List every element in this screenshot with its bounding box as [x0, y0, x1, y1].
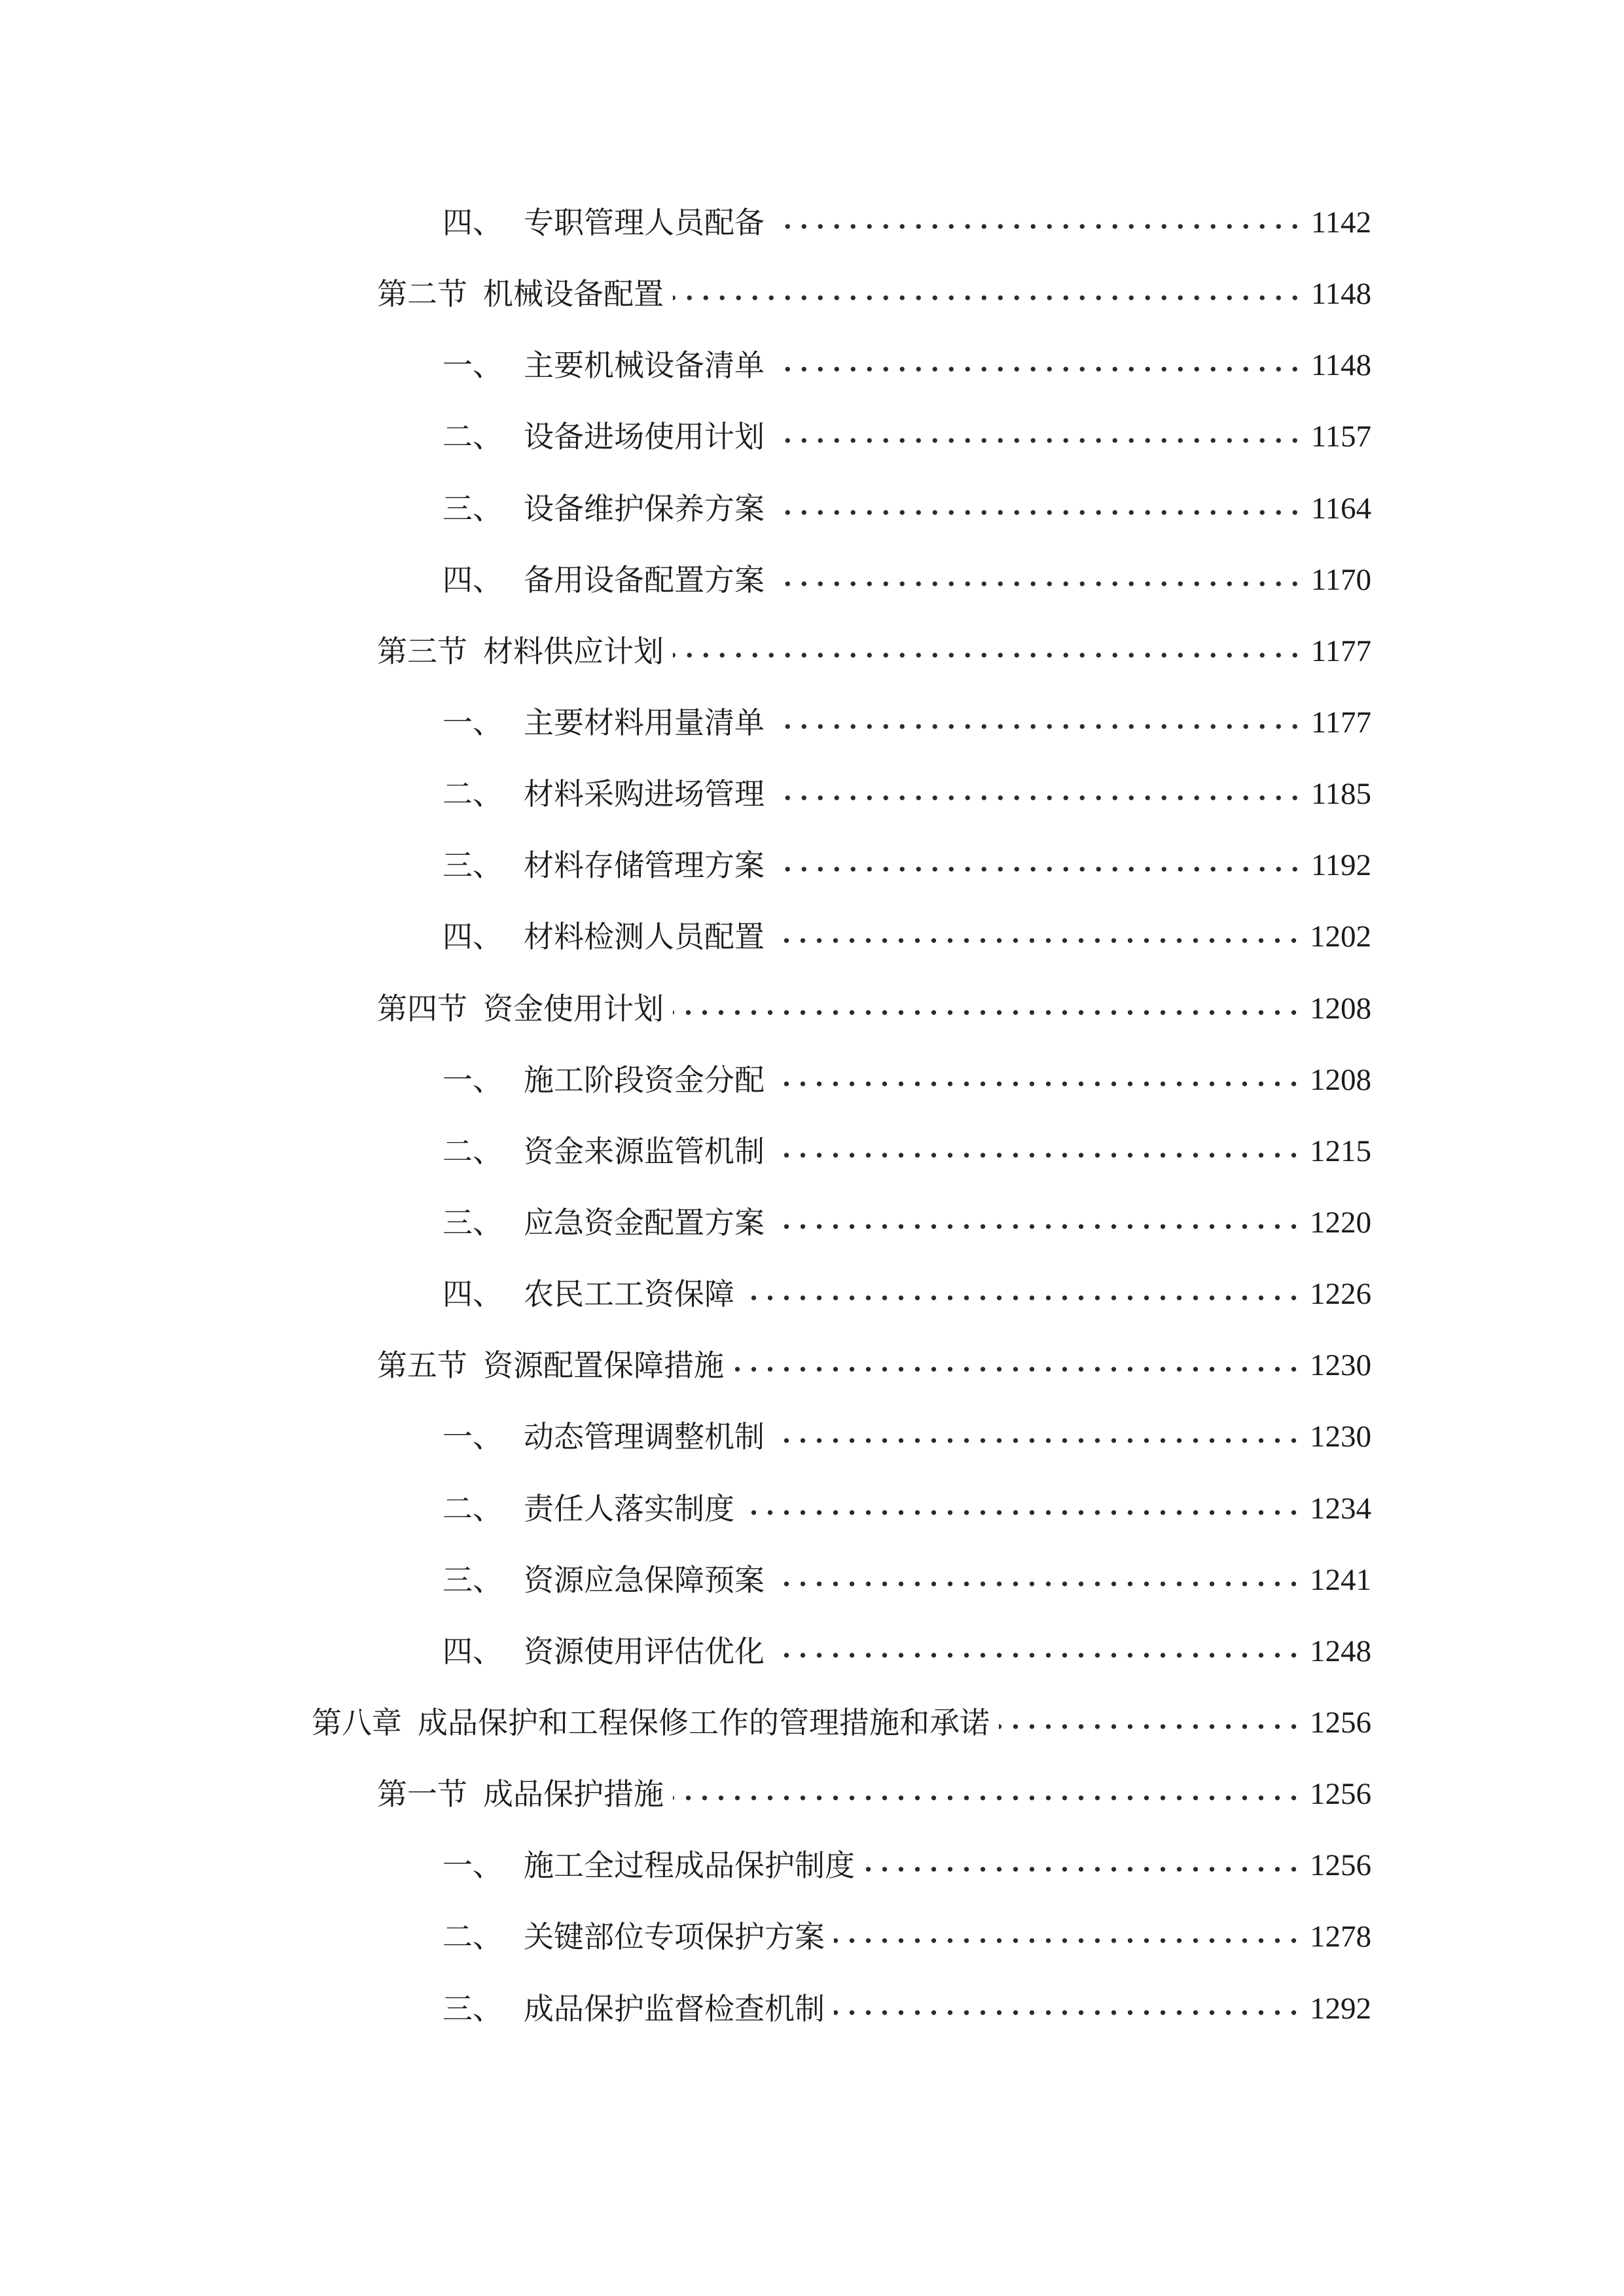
entry-number: 一、 [442, 348, 503, 383]
toc-entry[interactable] [442, 547, 1371, 600]
entry-title: 动态管理调整机制 [524, 1419, 765, 1454]
entry-title: 材料采购进场管理 [524, 776, 765, 812]
entry-number: 三、 [442, 1205, 503, 1240]
dot-leader [864, 1863, 1302, 1876]
dot-leader [834, 2006, 1302, 2019]
entry-page-number: 1208 [1310, 1063, 1371, 1097]
entry-title: 资金来源监管机制 [524, 1134, 765, 1169]
entry-number: 第一节 [377, 1776, 467, 1812]
dot-leader [774, 791, 1303, 804]
entry-number: 第五节 [377, 1348, 467, 1383]
toc-entry[interactable] [442, 332, 1371, 385]
dot-leader [774, 934, 1302, 947]
entry-title: 资源配置保障措施 [483, 1348, 724, 1383]
entry-number: 三、 [442, 1991, 503, 2026]
entry-title: 资源使用评估优化 [524, 1634, 765, 1669]
entry-title: 施工阶段资金分配 [524, 1062, 765, 1098]
toc-entry[interactable] [442, 190, 1371, 242]
entry-number: 二、 [442, 1491, 503, 1526]
toc-entry[interactable] [442, 476, 1371, 528]
entry-page-number: 1185 [1310, 777, 1371, 811]
entry-title: 材料存储管理方案 [524, 848, 765, 883]
entry-number: 四、 [442, 1634, 503, 1669]
entry-number: 第八章 [312, 1705, 402, 1740]
dot-leader [673, 649, 1303, 662]
toc-entry[interactable] [442, 833, 1371, 885]
entry-title: 设备维护保养方案 [524, 491, 765, 526]
entry-page-number: 1157 [1310, 420, 1371, 454]
entry-number: 二、 [442, 776, 503, 812]
toc-entry[interactable] [442, 1904, 1371, 1956]
dot-leader [673, 291, 1303, 304]
entry-page-number: 1256 [1310, 1706, 1371, 1740]
dot-leader [999, 1720, 1302, 1733]
toc-entry[interactable] [442, 1547, 1371, 1600]
toc-entry[interactable] [442, 404, 1371, 456]
entry-page-number: 1220 [1310, 1206, 1371, 1240]
entry-number: 二、 [442, 1919, 503, 1954]
entry-page-number: 1226 [1310, 1277, 1371, 1311]
toc-entry[interactable] [377, 976, 1371, 1028]
entry-number: 四、 [442, 1276, 503, 1312]
dot-leader [774, 363, 1303, 376]
entry-page-number: 1192 [1310, 848, 1371, 882]
dot-leader [744, 1506, 1302, 1519]
entry-title: 机械设备配置 [483, 276, 664, 312]
entry-title: 备用设备配置方案 [524, 562, 765, 598]
toc-entry[interactable] [442, 1404, 1371, 1456]
entry-page-number: 1215 [1310, 1134, 1371, 1168]
entry-page-number: 1164 [1310, 492, 1371, 526]
toc-entry[interactable] [377, 619, 1371, 671]
entry-number: 第四节 [377, 991, 467, 1026]
entry-title: 资金使用计划 [483, 991, 664, 1026]
entry-title: 专职管理人员配备 [524, 205, 765, 240]
entry-number: 四、 [442, 919, 503, 954]
entry-number: 一、 [442, 1419, 503, 1454]
entry-number: 一、 [442, 1848, 503, 1883]
entry-page-number: 1170 [1310, 563, 1371, 597]
entry-number: 第三节 [377, 634, 467, 669]
toc-entry[interactable] [377, 1333, 1371, 1385]
dot-leader [673, 1791, 1302, 1804]
dot-leader [733, 1363, 1302, 1376]
entry-title: 成品保护监督检查机制 [524, 1991, 825, 2026]
dot-leader [774, 577, 1303, 590]
toc-entry[interactable] [312, 1690, 1371, 1742]
entry-title: 主要材料用量清单 [524, 705, 765, 740]
entry-title: 应急资金配置方案 [524, 1205, 765, 1240]
dot-leader [673, 1006, 1302, 1019]
entry-number: 三、 [442, 1562, 503, 1598]
entry-title: 资源应急保障预案 [524, 1562, 765, 1598]
entry-title: 材料检测人员配置 [524, 919, 765, 954]
entry-number: 四、 [442, 205, 503, 240]
entry-page-number: 1177 [1310, 634, 1371, 668]
dot-leader [774, 1649, 1302, 1662]
entry-number: 三、 [442, 848, 503, 883]
entry-title: 材料供应计划 [483, 634, 664, 669]
entry-title: 农民工工资保障 [524, 1276, 734, 1312]
entry-page-number: 1241 [1310, 1563, 1371, 1597]
entry-page-number: 1208 [1310, 992, 1371, 1026]
entry-number: 二、 [442, 419, 503, 454]
toc-entry[interactable] [442, 904, 1371, 956]
dot-leader [774, 1434, 1302, 1447]
entry-page-number: 1256 [1310, 1848, 1371, 1882]
entry-number: 一、 [442, 1062, 503, 1098]
entry-number: 二、 [442, 1134, 503, 1169]
toc-entry[interactable] [442, 1261, 1371, 1314]
entry-number: 第二节 [377, 276, 467, 312]
dot-leader [774, 1077, 1302, 1090]
toc-entry[interactable] [442, 690, 1371, 742]
dot-leader [774, 1149, 1302, 1162]
entry-title: 关键部位专项保护方案 [524, 1919, 825, 1954]
dot-leader [774, 220, 1303, 233]
dot-leader [834, 1934, 1302, 1947]
entry-number: 三、 [442, 491, 503, 526]
entry-title: 施工全过程成品保护制度 [524, 1848, 855, 1883]
entry-page-number: 1148 [1310, 277, 1371, 311]
dot-leader [774, 720, 1303, 733]
entry-page-number: 1248 [1310, 1634, 1371, 1668]
toc-entry[interactable] [377, 1761, 1371, 1814]
toc-entry[interactable] [442, 1976, 1371, 2028]
entry-title: 成品保护和工程保修工作的管理措施和承诺 [418, 1705, 990, 1740]
toc-entry[interactable] [442, 1833, 1371, 1885]
dot-leader [774, 1220, 1302, 1233]
entry-page-number: 1256 [1310, 1777, 1371, 1811]
toc-entry[interactable] [442, 1619, 1371, 1671]
entry-title: 责任人落实制度 [524, 1491, 734, 1526]
entry-page-number: 1202 [1310, 920, 1371, 954]
toc-entry[interactable] [442, 1047, 1371, 1100]
entry-page-number: 1278 [1310, 1920, 1371, 1954]
toc-entry[interactable] [442, 1476, 1371, 1528]
toc-entry[interactable] [442, 1190, 1371, 1242]
entry-page-number: 1230 [1310, 1420, 1371, 1454]
entry-title: 成品保护措施 [483, 1776, 664, 1812]
entry-title: 设备进场使用计划 [524, 419, 765, 454]
dot-leader [774, 863, 1303, 876]
entry-number: 四、 [442, 562, 503, 598]
entry-page-number: 1292 [1310, 1992, 1371, 2026]
entry-page-number: 1234 [1310, 1492, 1371, 1526]
dot-leader [744, 1291, 1302, 1304]
dot-leader [774, 434, 1303, 447]
toc-entry[interactable] [442, 761, 1371, 814]
toc-entry[interactable] [377, 261, 1371, 314]
entry-title: 主要机械设备清单 [524, 348, 765, 383]
entry-page-number: 1148 [1310, 348, 1371, 382]
dot-leader [774, 506, 1303, 519]
entry-number: 一、 [442, 705, 503, 740]
entry-page-number: 1142 [1310, 206, 1371, 240]
entry-page-number: 1177 [1310, 706, 1371, 740]
entry-page-number: 1230 [1310, 1348, 1371, 1382]
toc-entry[interactable] [442, 1119, 1371, 1171]
dot-leader [774, 1577, 1302, 1590]
